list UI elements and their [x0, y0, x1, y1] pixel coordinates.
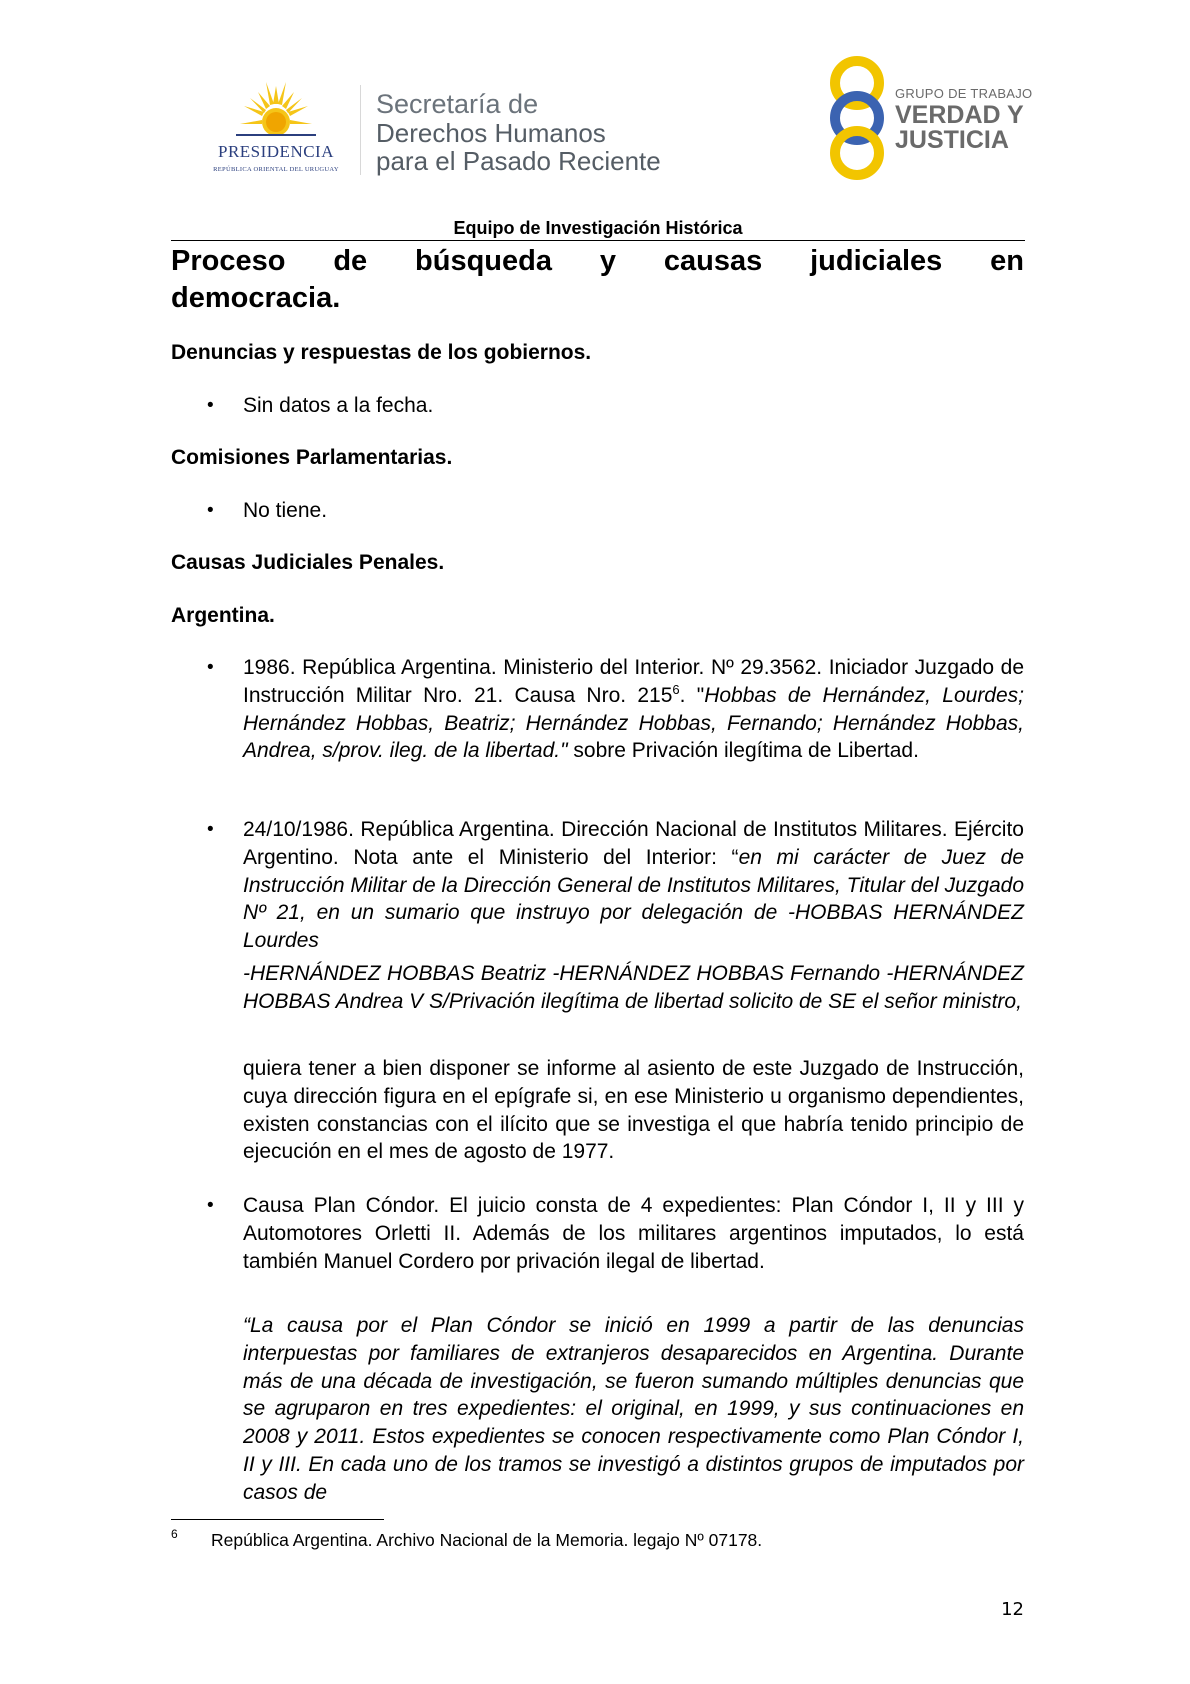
list-item-quote [243, 1312, 1024, 1507]
interlocked-rings-icon [822, 56, 892, 181]
item-italic-text: Hobbas de Hernández, Lourdes; Hernández Hobbas, Beatriz; Hernández Hobbas, Fernando; Hernández Hobbas, Andrea, s/prov. ileg. de la libertad." [243, 683, 1025, 763]
secretaria-line-1: Secretaría de [376, 89, 539, 119]
footnote-rule [171, 1519, 384, 1520]
page-title [171, 243, 1024, 317]
bullet-glyph: • [207, 395, 214, 416]
section-heading-comisiones: Comisiones Parlamentarias. [171, 446, 453, 469]
bullet-glyph: • [207, 500, 214, 521]
justicia-label: JUSTICIA [895, 126, 1009, 154]
header-rule [171, 240, 1025, 241]
presidencia-logo [196, 78, 356, 178]
item-italic-text: en mi carácter de Juez de Instrucción Militar de la Dirección General de Institutos Militares, Titular del Juzgado Nº 21, en un sumario que instruyo por delegación de -HOBBAS HERNÁNDEZ Lourdes [243, 845, 1025, 953]
item-text: 1986. República Argentina. Ministerio del Interior. Nº 29.3562. Iniciador Juzgado de Instrucción Militar Nro. 21. Causa Nro. 215 [243, 656, 1024, 707]
footnote-reference: 6 [672, 681, 680, 697]
page-number: 12 [1001, 1599, 1024, 1620]
secretaria-logo-text [376, 90, 661, 175]
item-text: 24/10/1986. República Argentina. Dirección Nacional de Institutos Militares. Ejército Argentino. Nota ante el Ministerio del Interior: “ [243, 818, 1024, 869]
section-heading-denuncias: Denuncias y respuestas de los gobiernos. [171, 341, 592, 364]
item-text: sobre Privación ilegítima de Libertad. [567, 739, 919, 763]
presidencia-title: PRESIDENCIA [217, 142, 334, 161]
secretaria-line-2: Derechos Humanos [376, 118, 606, 148]
grupo-trabajo-label: GRUPO DE TRABAJO [895, 86, 1033, 101]
footnote-number: 6 [171, 1527, 178, 1541]
item-italic-text: “La causa por el Plan Cóndor se inició en 1999 a partir de las denuncias interpuestas por familiares de extranjeros desaparecidos en Argentina. Durante más de una década de investigación, se fueron sumando múltiples denuncias que se agruparon en tres expedientes: el original, en 1999, y sus continuaciones en 2008 y 2011. Estos expedientes se conocen respectivamente como Plan Cóndor I, II y III. En cada uno de los tramos se investigó a distintos grupos de imputados por casos de [243, 1314, 1024, 1504]
section-heading-argentina: Argentina. [171, 604, 275, 627]
sun-emblem-icon [236, 78, 316, 140]
list-item-24-10-1986 [243, 816, 1024, 955]
page-title-line-1: Proceso de búsqueda y causas judiciales en [171, 245, 1024, 277]
list-item-continuation [243, 960, 1024, 1016]
list-item: No tiene. [243, 499, 328, 522]
bullet-glyph: • [207, 657, 214, 678]
presidencia-subtitle: REPÚBLICA ORIENTAL DEL URUGUAY [213, 166, 339, 173]
bullet-glyph: • [207, 819, 214, 840]
verdad-label: VERDAD Y [895, 101, 1024, 129]
secretaria-line-3: para el Pasado Reciente [376, 146, 661, 176]
list-item-plan-condor: Causa Plan Cóndor. El juicio consta de 4 expedientes: Plan Cóndor I, II y III y Automotores Orletti II. Además de los militares argentinos imputados, lo está también Manuel Cordero por privación ilegal de libertad. [243, 1194, 1024, 1273]
team-name: Equipo de Investigación Histórica [453, 218, 743, 238]
bullet-glyph: • [207, 1195, 214, 1216]
page-title-line-2: democracia. [171, 282, 341, 314]
footnote-text: República Argentina. Archivo Nacional de la Memoria. legajo Nº 07178. [211, 1530, 763, 1550]
list-item-continuation: quiera tener a bien disponer se informe al asiento de este Juzgado de Instrucción, cuya dirección figura en el epígrafe si, en ese Ministerio u organismo dependientes, existen constancias con el ilícito que se investiga el que habría tenido principio de ejecución en el mes de agosto de 1977. [243, 1057, 1024, 1164]
item-italic-text: -HERNÁNDEZ HOBBAS Beatriz -HERNÁNDEZ HOBBAS Fernando -HERNÁNDEZ HOBBAS Andrea V S/Privación ilegítima de libertad solicito de SE el señor ministro, [243, 962, 1024, 1013]
list-item: Sin datos a la fecha. [243, 394, 434, 417]
list-item-1986 [243, 654, 1024, 765]
item-text: . " [679, 683, 705, 707]
logo-divider [360, 85, 361, 175]
verdad-justicia-logo [822, 56, 1033, 181]
section-heading-causas: Causas Judiciales Penales. [171, 551, 445, 574]
